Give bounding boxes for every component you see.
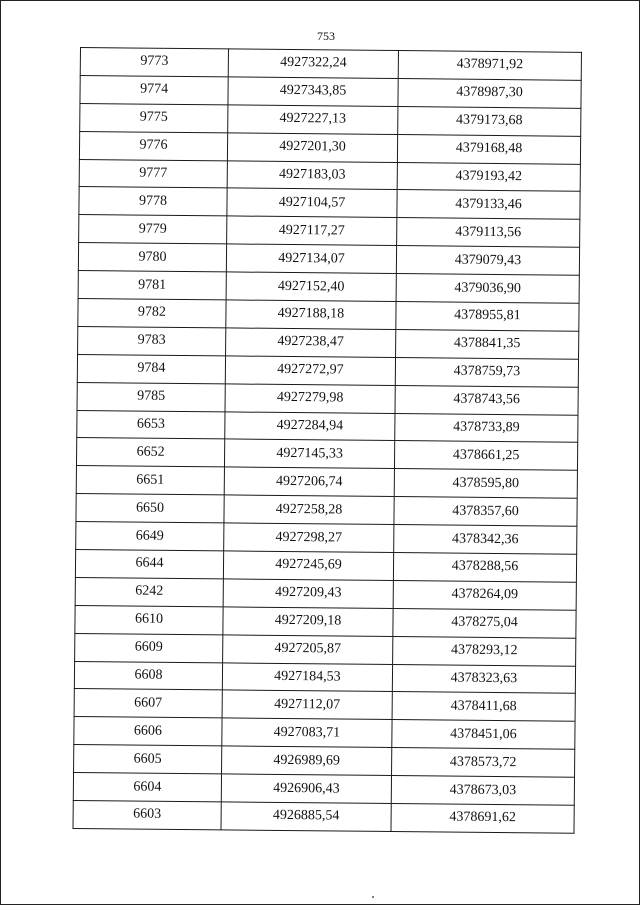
- y-coordinate-cell: 4378264,09: [393, 580, 576, 610]
- y-coordinate-cell: 4378673,03: [391, 776, 574, 806]
- x-coordinate-cell: 4927145,33: [224, 439, 394, 469]
- x-coordinate-cell: 4927152,40: [226, 272, 396, 302]
- point-id-cell: 9784: [77, 354, 225, 383]
- point-id-cell: 9781: [78, 271, 226, 300]
- y-coordinate-cell: 4378987,30: [398, 78, 581, 108]
- y-coordinate-cell: 4378357,60: [394, 497, 577, 527]
- y-coordinate-cell: 4378411,68: [392, 692, 575, 722]
- point-id-cell: 9779: [79, 215, 227, 244]
- x-coordinate-cell: 4927083,71: [222, 718, 392, 748]
- x-coordinate-cell: 4927183,03: [227, 160, 397, 190]
- point-id-cell: 6605: [74, 745, 222, 774]
- y-coordinate-cell: 4379168,48: [397, 134, 580, 164]
- y-coordinate-cell: 4378733,89: [395, 413, 578, 443]
- x-coordinate-cell: 4927209,18: [223, 607, 393, 637]
- y-coordinate-cell: 4379133,46: [397, 190, 580, 220]
- x-coordinate-cell: 4927227,13: [228, 105, 398, 135]
- point-id-cell: 6606: [74, 717, 222, 746]
- y-coordinate-cell: 4378293,12: [393, 636, 576, 666]
- point-id-cell: 6651: [76, 466, 224, 495]
- y-coordinate-cell: 4378955,81: [396, 302, 579, 332]
- point-id-cell: 6650: [76, 494, 224, 523]
- point-id-cell: 9778: [79, 187, 227, 216]
- y-coordinate-cell: 4378573,72: [392, 748, 575, 778]
- x-coordinate-cell: 4927112,07: [222, 690, 392, 720]
- x-coordinate-cell: 4927322,24: [228, 49, 398, 79]
- x-coordinate-cell: 4927205,87: [223, 635, 393, 665]
- point-id-cell: 9785: [77, 382, 225, 411]
- y-coordinate-cell: 4378759,73: [395, 357, 578, 387]
- y-coordinate-cell: 4379036,90: [396, 274, 579, 304]
- y-coordinate-cell: 4379113,56: [397, 218, 580, 248]
- y-coordinate-cell: 4378691,62: [391, 804, 574, 834]
- point-id-cell: 9782: [78, 299, 226, 328]
- y-coordinate-cell: 4378743,56: [395, 385, 578, 415]
- x-coordinate-cell: 4927104,57: [227, 188, 397, 218]
- page-number: 753: [317, 29, 335, 43]
- point-id-cell: 6649: [76, 522, 224, 551]
- x-coordinate-cell: 4927258,28: [224, 495, 394, 525]
- point-id-cell: 6644: [75, 550, 223, 579]
- y-coordinate-cell: 4378288,56: [393, 553, 576, 583]
- point-id-cell: 6608: [74, 661, 222, 690]
- y-coordinate-cell: 4379173,68: [398, 106, 581, 136]
- x-coordinate-cell: 4927279,98: [225, 384, 395, 414]
- point-id-cell: 9780: [78, 243, 226, 272]
- point-id-cell: 6604: [73, 773, 221, 802]
- y-coordinate-cell: 4378451,06: [392, 720, 575, 750]
- x-coordinate-cell: 4927134,07: [226, 244, 396, 274]
- x-coordinate-cell: 4927272,97: [225, 356, 395, 386]
- x-coordinate-cell: 4927188,18: [226, 300, 396, 330]
- y-coordinate-cell: 4378841,35: [396, 329, 579, 359]
- x-coordinate-cell: 4927201,30: [227, 133, 397, 163]
- y-coordinate-cell: 4379193,42: [397, 162, 580, 192]
- point-id-cell: 9776: [79, 131, 227, 160]
- y-coordinate-cell: 4378971,92: [398, 51, 581, 81]
- x-coordinate-cell: 4926906,43: [221, 774, 391, 804]
- point-id-cell: 6609: [75, 633, 223, 662]
- table-row: [73, 801, 574, 834]
- x-coordinate-cell: 4927298,27: [224, 523, 394, 553]
- point-id-cell: 9773: [80, 48, 228, 77]
- coordinates-table-container: [72, 47, 601, 834]
- x-coordinate-cell: 4927343,85: [228, 77, 398, 107]
- coordinates-table: [72, 47, 581, 834]
- coordinates-table-body: [73, 48, 581, 834]
- x-coordinate-cell: 4927245,69: [223, 551, 393, 581]
- point-id-cell: 6242: [75, 577, 223, 606]
- point-id-cell: 6603: [73, 801, 221, 830]
- point-id-cell: 9775: [80, 103, 228, 132]
- y-coordinate-cell: 4379079,43: [396, 246, 579, 276]
- x-coordinate-cell: 4927184,53: [222, 662, 392, 692]
- y-coordinate-cell: 4378342,36: [394, 525, 577, 555]
- point-id-cell: 9777: [79, 159, 227, 188]
- x-coordinate-cell: 4927209,43: [223, 579, 393, 609]
- x-coordinate-cell: 4927117,27: [227, 216, 397, 246]
- x-coordinate-cell: 4927206,74: [224, 467, 394, 497]
- scan-speck: [372, 896, 374, 898]
- point-id-cell: 6610: [75, 605, 223, 634]
- y-coordinate-cell: 4378661,25: [394, 441, 577, 471]
- point-id-cell: 9783: [78, 326, 226, 355]
- y-coordinate-cell: 4378595,80: [394, 469, 577, 499]
- y-coordinate-cell: 4378275,04: [393, 608, 576, 638]
- x-coordinate-cell: 4926989,69: [222, 746, 392, 776]
- point-id-cell: 9774: [80, 75, 228, 104]
- point-id-cell: 6653: [77, 410, 225, 439]
- y-coordinate-cell: 4378323,63: [392, 664, 575, 694]
- point-id-cell: 6652: [76, 438, 224, 467]
- x-coordinate-cell: 4927238,47: [226, 328, 396, 358]
- x-coordinate-cell: 4927284,94: [225, 411, 395, 441]
- x-coordinate-cell: 4926885,54: [221, 802, 391, 832]
- point-id-cell: 6607: [74, 689, 222, 718]
